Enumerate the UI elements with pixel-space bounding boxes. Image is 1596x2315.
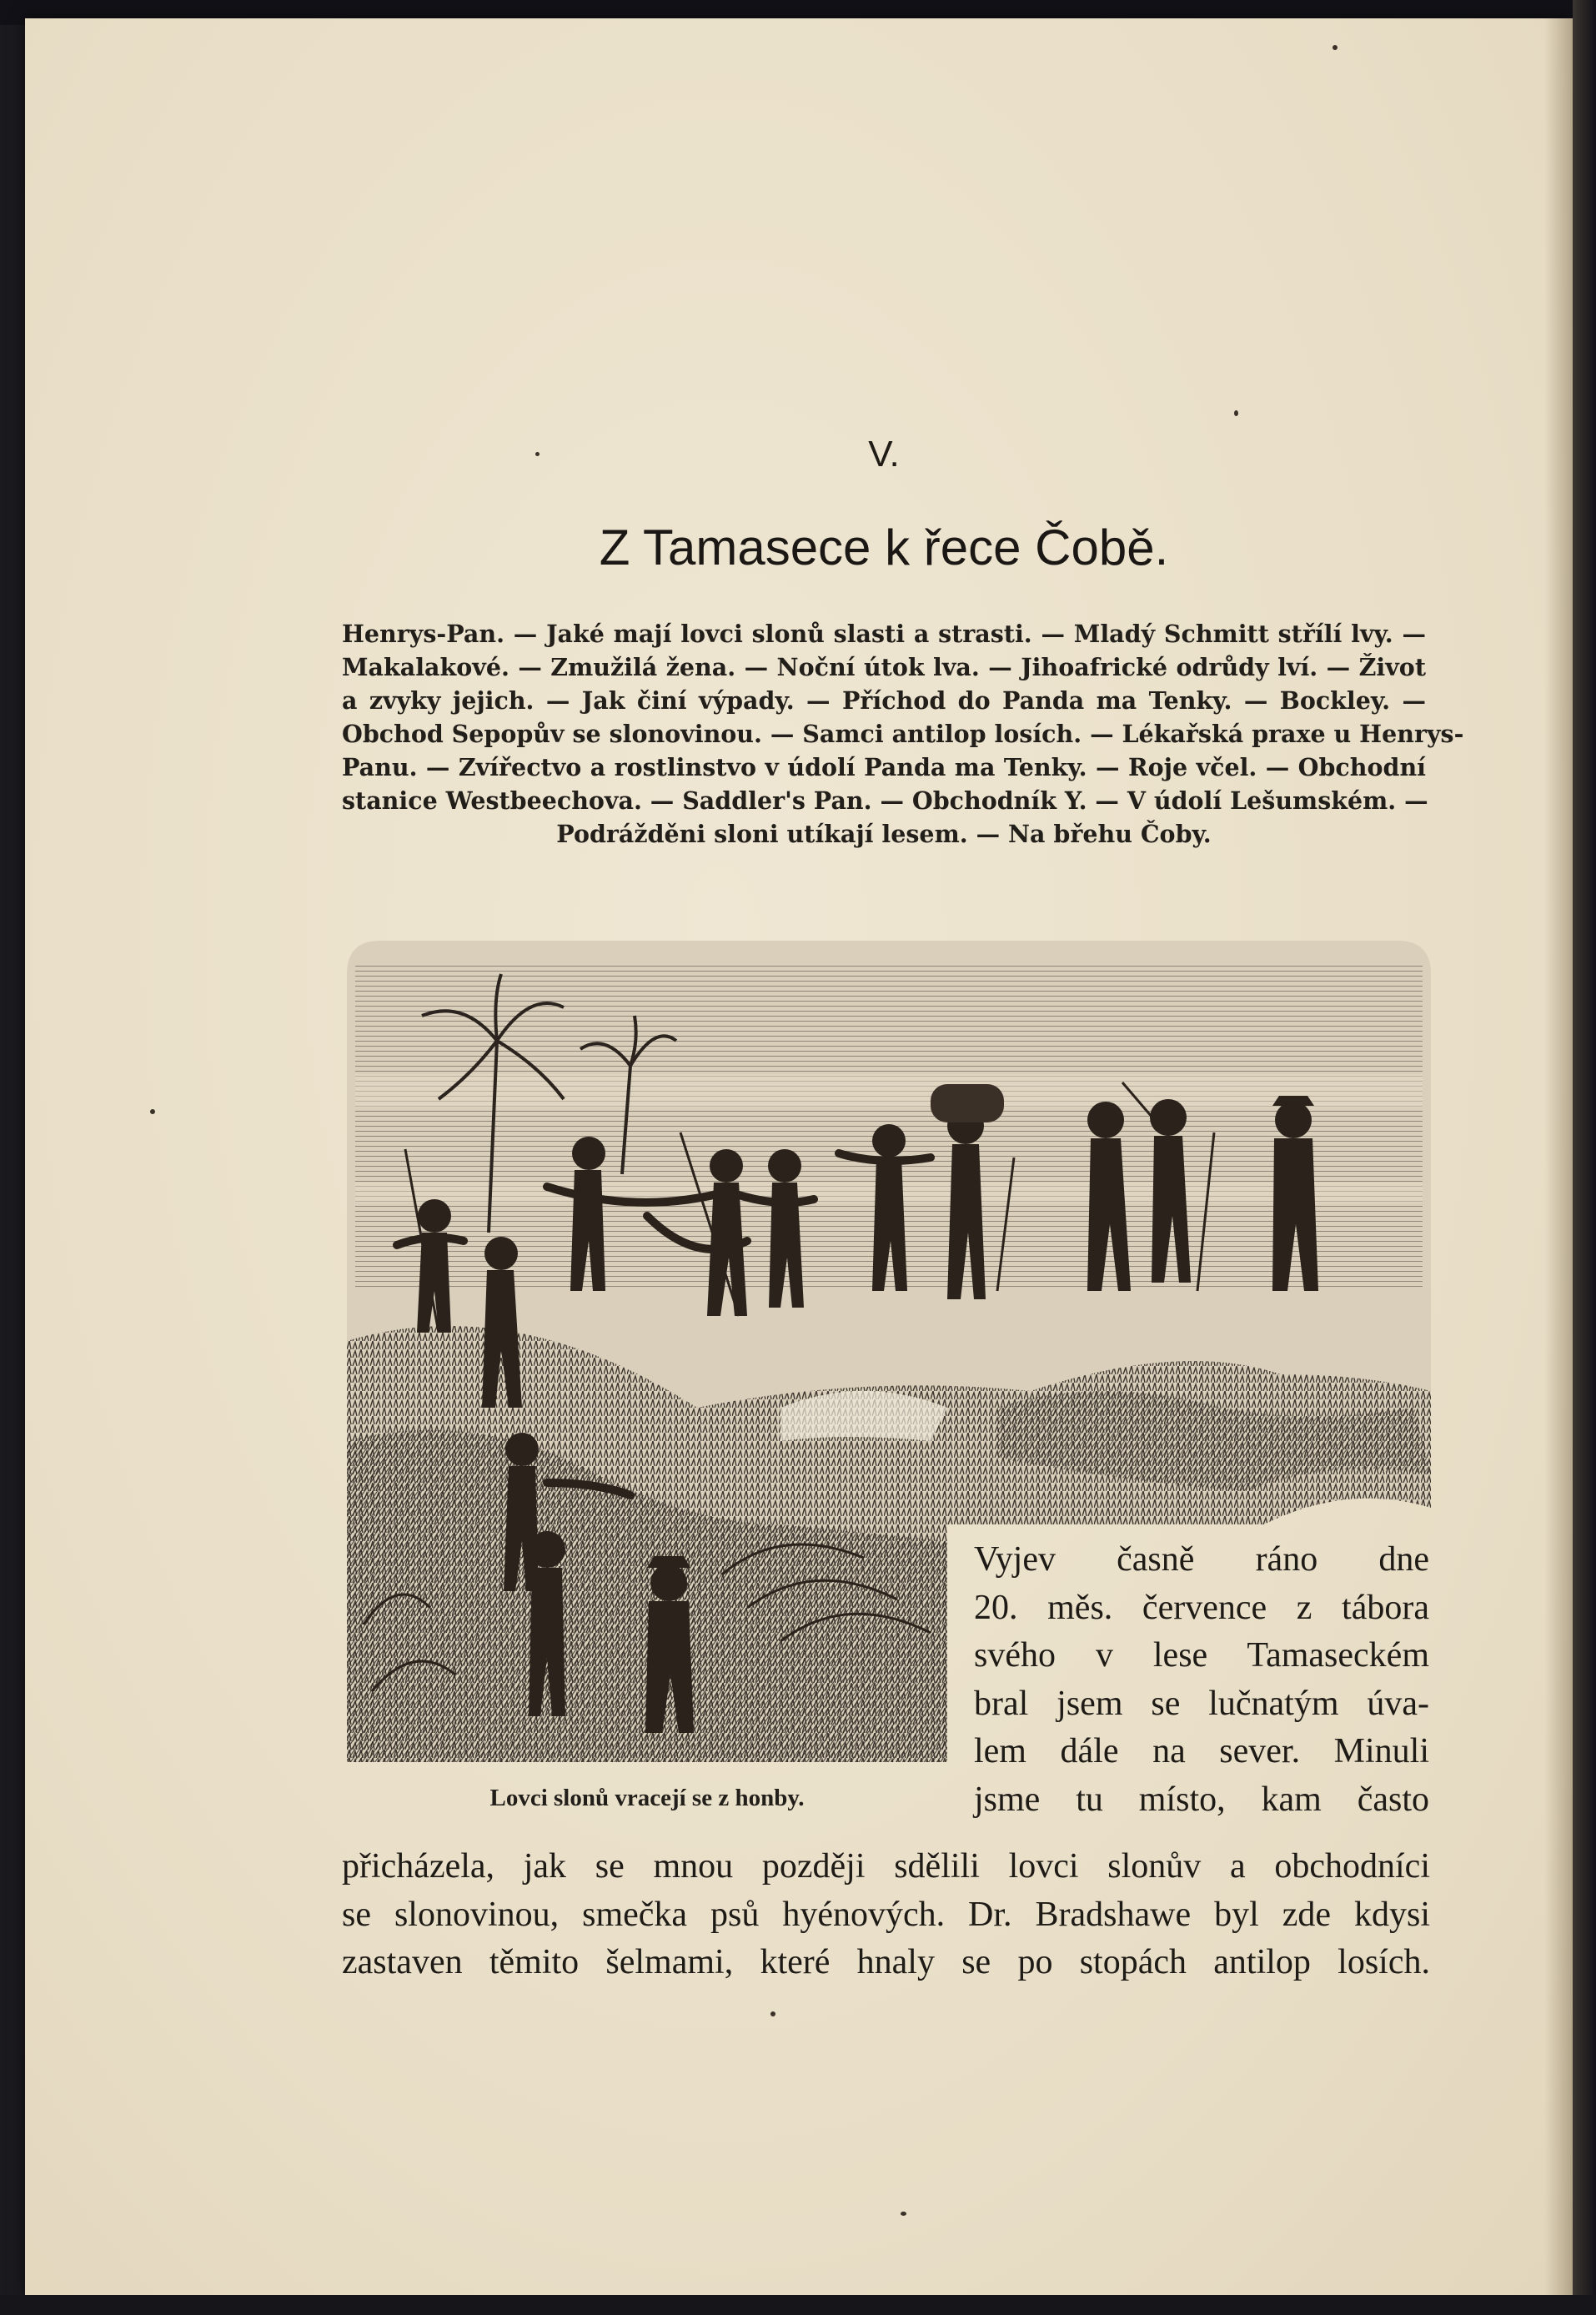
- paper-speck: [1234, 410, 1238, 416]
- chapter-title: Z Tamasece k řece Čobě.: [599, 520, 1169, 575]
- text-line: zastaven těmito šelmami, které hnaly se po stopách antilop losích.: [342, 1943, 1430, 1981]
- summary-line: Henrys-Pan. — Jaké mají lovci slonů slasti a strasti. — Mladý Schmitt střílí lvy. —: [342, 620, 1426, 648]
- summary-line: a zvyky jejich. — Jak činí výpady. — Příchod do Panda ma Tenky. — Bockley. —: [342, 686, 1426, 715]
- summary-line: Podrážděni sloni utíkají lesem. — Na břehu Čoby.: [556, 820, 1212, 848]
- summary-line: Makalakové. — Zmužilá žena. — Noční útok lva. — Jihoafrické odrůdy lví. — Život: [342, 653, 1426, 681]
- body-text-wrapped: [974, 1536, 1429, 1824]
- summary-line: stanice Westbeechova. — Saddler's Pan. — Obchodník Y. — V údolí Lešumském. —: [342, 786, 1428, 815]
- paper-speck: [1333, 45, 1338, 50]
- text-line: se slonovinou, smečka psů hyénových. Dr. Bradshawe byl zde kdysi: [342, 1895, 1430, 1934]
- paper-speck: [770, 2011, 775, 2016]
- scan-background-bottom: [0, 2295, 1596, 2315]
- illustration-caption: Lovci slonů vracejí se z honby.: [489, 1785, 805, 1811]
- sky-band: [355, 1074, 1423, 1107]
- chapter-summary: [342, 617, 1464, 851]
- scan-background-right: [1573, 0, 1596, 2315]
- text-line: Vyjev časně ráno dne: [974, 1540, 1429, 1579]
- body-text-full: [342, 1843, 1430, 1987]
- chapter-number: V.: [868, 434, 900, 475]
- paper-speck: [150, 1109, 155, 1114]
- text-line: 20. měs. července z tábora: [974, 1588, 1429, 1627]
- text-line: bral jsem se lučnatým úva-: [974, 1684, 1429, 1723]
- text-line: jsme tu místo, kam často: [974, 1780, 1429, 1819]
- page-gutter-shadow: [1544, 18, 1573, 2295]
- paper-speck: [901, 2212, 906, 2216]
- bundle-load: [931, 1084, 1004, 1122]
- text-line: lem dále na sever. Minuli: [974, 1732, 1429, 1770]
- text-line: přicházela, jak se mnou později sdělili lovci slonův a obchodníci: [342, 1847, 1430, 1886]
- summary-line: Obchod Sepopův se slonovinou. — Samci antilop losích. — Lékařská praxe u Henrys-: [342, 720, 1464, 748]
- text-line: svého v lese Tamaseckém: [974, 1636, 1429, 1675]
- summary-line: Panu. — Zvířectvo a rostlinstvo v údolí Panda ma Tenky. — Roje včel. — Obchodní: [342, 753, 1426, 781]
